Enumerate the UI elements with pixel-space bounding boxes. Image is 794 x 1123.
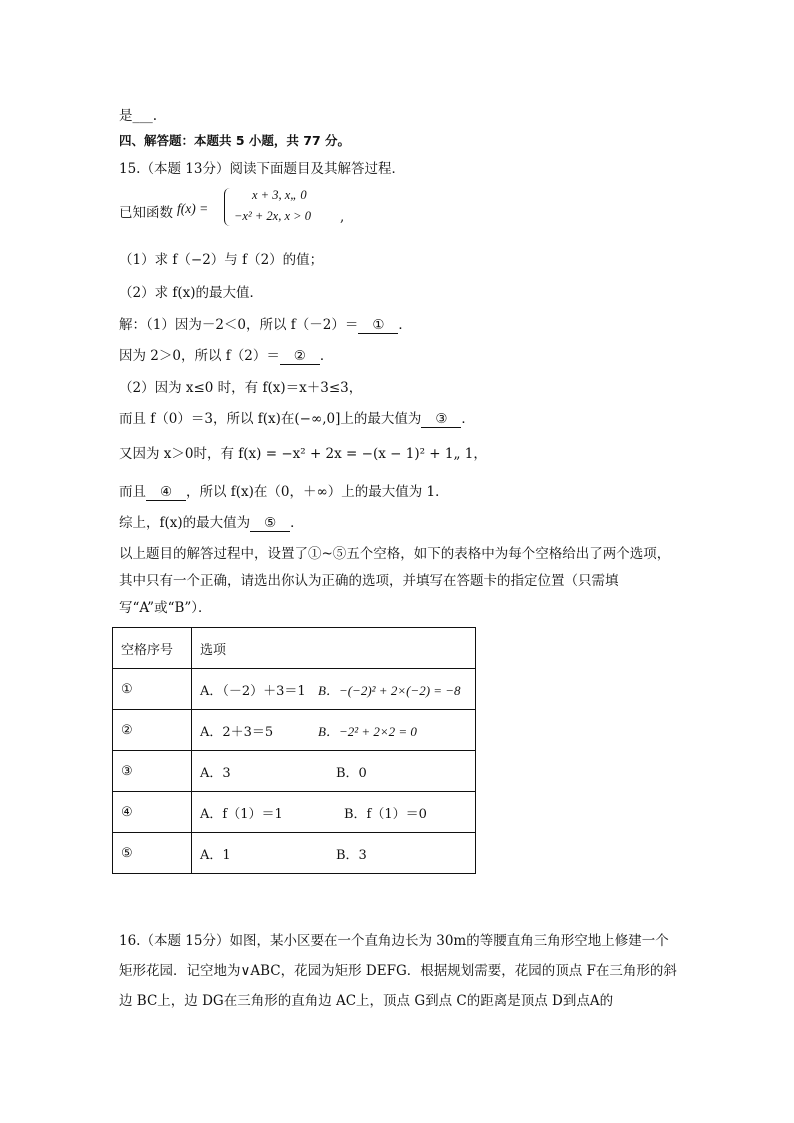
row-options — [192, 710, 476, 751]
blank-1: ① — [358, 317, 398, 334]
table-row — [113, 751, 476, 792]
row-number: ① — [113, 669, 192, 710]
section-heading: 四、解答题：本题共 5 小题，共 77 分。 — [119, 133, 351, 148]
function-name: f(x) = — [177, 201, 209, 216]
ask-2: （2）求 f(x)的最大值． — [119, 285, 264, 301]
solution-step-3: （2）因为 x≤0 时，有 f(x)＝x＋3≤3， — [119, 380, 363, 396]
solution-step-7-text: 综上，f(x)的最大值为 — [119, 515, 251, 531]
given-prefix: 已知函数 — [119, 205, 173, 221]
solution-step-4: 而且 f（0）＝3，所以 f(x)在(−∞,0]上的最大值为 ③ ． — [119, 411, 475, 427]
option-b: B．3 — [336, 847, 367, 863]
option-a: A．（－2）＋3＝1 — [200, 683, 306, 699]
table-header-row — [113, 628, 476, 669]
row-options — [192, 833, 476, 874]
option-a: A．3 — [200, 765, 231, 781]
option-b: B．f（1）＝0 — [344, 806, 427, 822]
solution-step-2-text: 因为 2＞0，所以 f（2）＝ — [119, 348, 280, 364]
piecewise-end: , — [340, 209, 345, 225]
row-options — [192, 751, 476, 792]
solution-step-6-pre: 而且 — [119, 484, 146, 500]
row-number: ③ — [113, 751, 192, 792]
row-number: ④ — [113, 792, 192, 833]
option-a: A．1 — [200, 847, 231, 863]
piecewise-case-2: −x² + 2x, x > 0 — [234, 209, 311, 223]
question-16: 16.（本题 15分）如图，某小区要在一个直角边长为 30m的等腰直角三角形空地上修建一个矩形花园．记空地为∨ABC，花园为矩形 DEFG．根据规划需要，花园的顶点 F在三角形的斜边 BC上，边 DG在三角形的直角边 AC上，顶点 G到点 C的距离是顶点 D到点A的 — [119, 933, 677, 1009]
table-row — [113, 710, 476, 751]
solution-step-5: 又因为 x＞0时，有 f(x) = −x² + 2x = −(x − 1)² + 1„ 1， — [119, 446, 487, 462]
solution-step-1-text: 解：（1）因为－2＜0，所以 f（－2）＝ — [119, 317, 359, 333]
header-options: 选项 — [192, 628, 476, 669]
piecewise-brace — [224, 188, 233, 226]
solution-step-4-text: 而且 f（0）＝3，所以 f(x)在(−∞,0]上的最大值为 — [119, 411, 422, 427]
instruction-paragraph: 以上题目的解答过程中，设置了①~⑤五个空格，如下的表格中为每个空格给出了两个选项，其中只有一个正确，请选出你认为正确的选项，并填写在答题卡的指定位置（只需填写“A”或“B”）． — [119, 546, 671, 616]
header-blank-number: 空格序号 — [113, 628, 192, 669]
blank-4: ④ — [146, 484, 186, 501]
row-options — [192, 669, 476, 710]
piecewise-case-1: x + 3, x„ 0 — [252, 188, 307, 202]
option-b: B．−(−2)² + 2×(−2) = −8 — [318, 682, 461, 698]
row-number: ⑤ — [113, 833, 192, 874]
option-b: B．0 — [336, 765, 367, 781]
option-b: B．−2² + 2×2 = 0 — [318, 723, 417, 739]
line-continuation — [119, 104, 157, 124]
blank-5: ⑤ — [250, 515, 290, 532]
solution-step-6-post: ，所以 f(x)在（0，＋∞）上的最大值为 1． — [186, 484, 449, 500]
row-options — [192, 792, 476, 833]
blank-2: ② — [280, 348, 320, 365]
solution-step-2: 因为 2＞0，所以 f（2）＝ ② ． — [119, 348, 334, 364]
table-row — [113, 669, 476, 710]
option-a: A．f（1）＝1 — [200, 806, 283, 822]
options-table — [112, 627, 476, 874]
solution-step-7: 综上，f(x)的最大值为 ⑤ ． — [119, 515, 304, 531]
ask-1: （1）求 f（−2）与 f（2）的值； — [119, 252, 324, 268]
row-number: ② — [113, 710, 192, 751]
question-15-intro: 15.（本题 13分）阅读下面题目及其解答过程． — [119, 161, 405, 177]
solution-step-6 — [119, 480, 449, 501]
table-row — [113, 833, 476, 874]
table-row — [113, 792, 476, 833]
blank-3: ③ — [421, 411, 461, 428]
solution-step-1: 解：（1）因为－2＜0，所以 f（－2）＝ ① ． — [119, 317, 412, 333]
option-a: A．2＋3＝5 — [200, 724, 274, 740]
continuation-text: 是___. — [119, 108, 158, 124]
